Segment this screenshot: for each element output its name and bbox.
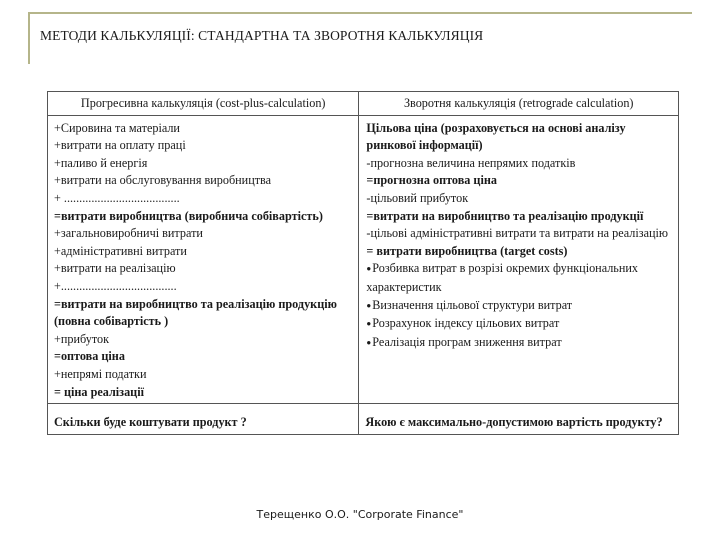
retrograde-steps (359, 115, 679, 404)
left-line: =витрати виробництва (виробнича собівартість) (54, 208, 323, 223)
table-question-row (48, 404, 679, 435)
left-line: +витрати на обслуговування виробництва (54, 173, 272, 188)
cost-plus-steps (48, 115, 359, 404)
right-line: =прогнозна оптова ціна (366, 173, 497, 188)
left-line: +адміністративні витрати (54, 243, 187, 258)
right-line: ● Розбивка витрат в розрізі окремих функціональних характеристик (366, 260, 672, 296)
left-line: +прибуток (54, 331, 110, 346)
right-line: ● Визначення цільової структури витрат (366, 297, 672, 316)
left-line: +паливо й енергія (54, 155, 148, 170)
header-cost-plus: Прогресивна калькуляція (cost-plus-calculation) (48, 92, 359, 116)
slide-frame-left (28, 12, 30, 64)
left-line: + ...................................... (54, 190, 180, 205)
footer-credit: Терещенко О.О. "Corporate Finance" (256, 508, 464, 521)
right-line: -цільові адміністративні витрати та витрати на реалізацію (366, 226, 669, 241)
table-body-row (48, 115, 679, 404)
header-retrograde: Зворотня калькуляція (retrograde calculation) (359, 92, 679, 116)
right-line: ● Реалізація програм зниження витрат (366, 334, 672, 353)
left-line: +загальновиробничі витрати (54, 226, 203, 241)
comparison-table (47, 91, 679, 435)
left-line: +Сировина та матеріали (54, 120, 180, 135)
left-line: +...................................... (54, 278, 177, 293)
question-cost-plus: Скільки буде коштувати продукт ? (48, 404, 359, 435)
right-line: =витрати на виробництво та реалізацію продукції (366, 208, 644, 223)
left-line: +витрати на реалізацію (54, 261, 176, 276)
right-line: -цільовий прибуток (366, 190, 469, 205)
right-line: -прогнозна величина непрямих податків (366, 155, 576, 170)
left-line: = ціна реалізації (54, 384, 144, 399)
left-line: +витрати на оплату праці (54, 138, 186, 153)
question-retrograde: Якою є максимально-допустимою вартість продукту? (359, 404, 679, 435)
left-line: =оптова ціна (54, 349, 125, 364)
right-line: Цільова ціна (розраховується на основі аналізу ринкової інформації) (366, 120, 626, 153)
left-line: =витрати на виробництво та реалізацію продукцію (повна собівартість ) (54, 296, 337, 329)
table-header-row (48, 92, 679, 116)
page-title: МЕТОДИ КАЛЬКУЛЯЦІЇ: СТАНДАРТНА ТА ЗВОРОТНЯ КАЛЬКУЛЯЦІЯ (40, 28, 484, 43)
slide-frame-top (28, 12, 692, 14)
left-line: +непрямі податки (54, 366, 147, 381)
right-line: = витрати виробництва (target costs) (366, 243, 568, 258)
right-line: ● Розрахунок індексу цільових витрат (366, 315, 672, 334)
